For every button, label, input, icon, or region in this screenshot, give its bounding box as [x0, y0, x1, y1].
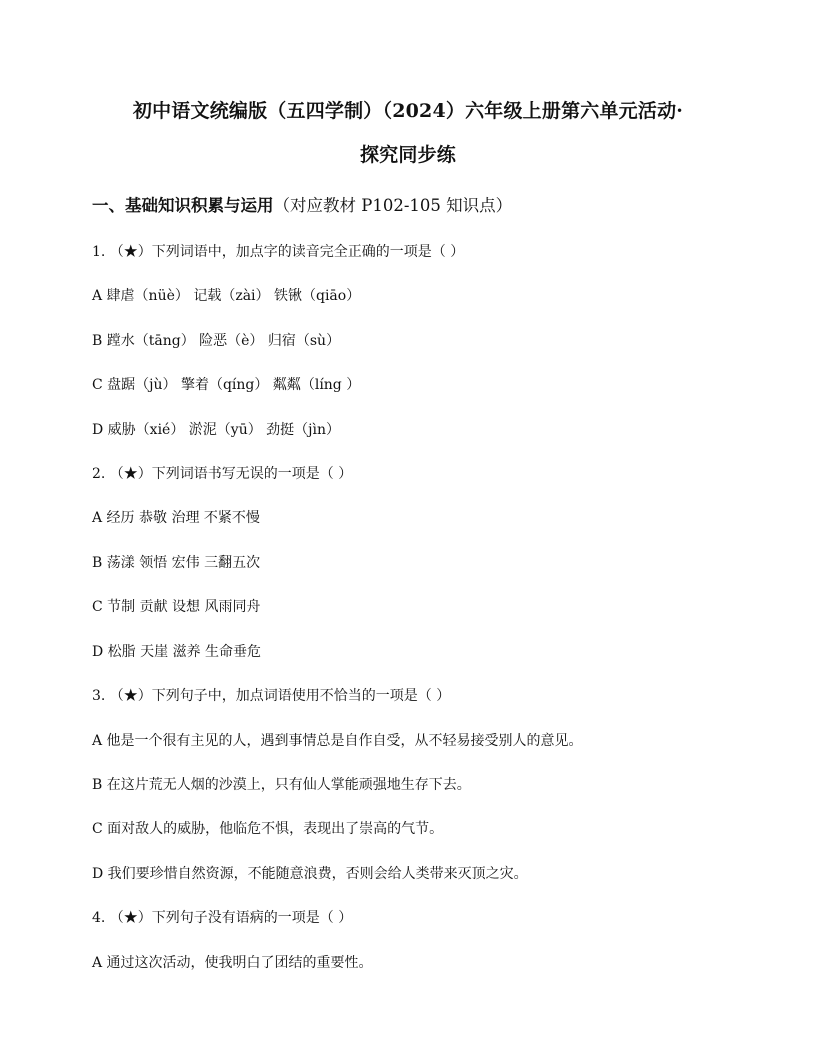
- question-4-option-a: A 通过这次活动，使我明白了团结的重要性。: [92, 955, 373, 971]
- section-heading: [92, 192, 512, 216]
- question-2-option-a: A 经历 恭敬 治理 不紧不慢: [92, 510, 260, 526]
- section-heading-text: 一、基础知识积累与运用: [92, 196, 274, 215]
- question-1-option-a: A 肆虐（nüè） 记载（zài） 铁锹（qiāo）: [92, 288, 361, 304]
- question-3-option-a: A 他是一个很有主见的人，遇到事情总是自作自受，从不轻易接受别人的意见。: [92, 733, 583, 749]
- question-4-stem: 4. （★）下列句子没有语病的一项是（ ）: [92, 910, 353, 926]
- question-3-stem: 3. （★）下列句子中，加点词语使用不恰当的一项是（ ）: [92, 688, 451, 704]
- question-2-stem: 2. （★）下列词语书写无误的一项是（ ）: [92, 466, 353, 482]
- question-3-option-d: D 我们要珍惜自然资源，不能随意浪费，否则会给人类带来灭顶之灾。: [92, 866, 528, 882]
- question-3-option-b: B 在这片荒无人烟的沙漠上，只有仙人掌能顽强地生存下去。: [92, 777, 471, 793]
- question-2-option-b: B 荡漾 领悟 宏伟 三翻五次: [92, 555, 261, 571]
- question-1-option-b: B 蹚水（tāng） 险恶（è） 归宿（sù）: [92, 333, 341, 349]
- question-2-option-d: D 松脂 天崖 滋养 生命垂危: [92, 644, 262, 660]
- document-title-line-1: 初中语文统编版（五四学制）（2024）六年级上册第六单元活动·: [132, 100, 684, 122]
- question-2-option-c: C 节制 贡献 设想 风雨同舟: [92, 599, 261, 615]
- question-1-stem: 1. （★）下列词语中，加点字的读音完全正确的一项是（ ）: [92, 244, 465, 260]
- section-heading-note: （对应教材 P102-105 知识点）: [273, 196, 513, 215]
- question-1-option-c: C 盘踞（jù） 擎着（qíng） 粼粼（líng ）: [92, 377, 361, 393]
- question-3-option-c: C 面对敌人的威胁，他临危不惧，表现出了崇高的气节。: [92, 821, 444, 837]
- question-1-option-d: D 威胁（xié） 淤泥（yū） 劲挺（jìn）: [92, 422, 340, 438]
- document-title-line-2: 探究同步练: [359, 144, 456, 166]
